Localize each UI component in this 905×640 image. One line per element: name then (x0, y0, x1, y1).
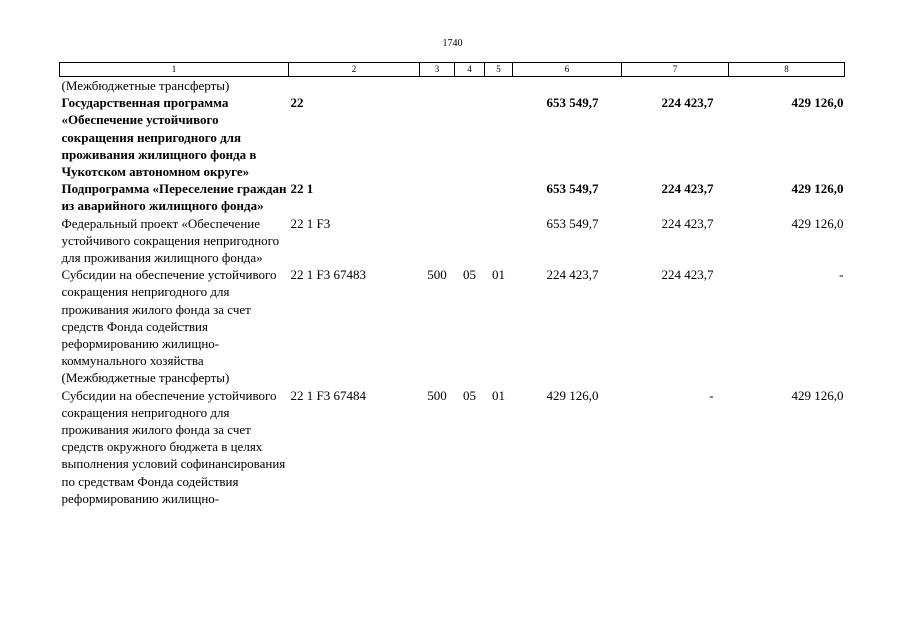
row-value-7: 224 423,7 (661, 267, 714, 283)
row-value-6: 653 549,7 (546, 215, 599, 231)
row-value-8 (729, 77, 845, 95)
row-c5 (485, 215, 513, 267)
column-header-5: 5 (485, 63, 513, 77)
row-value-6: 429 126,0 (546, 387, 599, 403)
row-value-8: 429 126,0 (791, 215, 844, 231)
table-row (60, 215, 845, 267)
row-value-7: 224 423,7 (661, 215, 714, 231)
row-c4: 05 (463, 267, 476, 283)
table-row (60, 77, 845, 95)
table-header (60, 63, 845, 77)
row-name: Государственная программа «Обеспечение устойчивого сокращения непригодного для проживания жилищного фонда в Чукотском автономном округе» (61, 95, 257, 180)
row-c3: 500 (427, 387, 447, 403)
budget-table (59, 62, 845, 507)
row-code: 22 1 F3 67484 (290, 387, 366, 403)
row-name: Субсидии на обеспечение устойчивого сокращения непригодного для проживания жилого фонда за счет средств Фонда содействия реформированию жилищно-коммунального хозяйства (Межбюджетные трансферты) (61, 267, 277, 386)
row-value-7: 224 423,7 (661, 181, 714, 197)
header-row (60, 63, 845, 77)
table-body (60, 77, 845, 508)
row-c5 (485, 94, 513, 180)
row-code (289, 77, 420, 95)
table-row (60, 180, 845, 214)
row-value-6: 653 549,7 (546, 95, 599, 111)
row-value-7: 224 423,7 (661, 95, 714, 111)
row-name: Федеральный проект «Обеспечение устойчивого сокращения непригодного для проживания жилищного фонда» (61, 215, 280, 266)
row-c3: 500 (427, 267, 447, 283)
row-c5 (485, 180, 513, 214)
row-c3 (420, 180, 455, 214)
row-value-7: - (709, 387, 714, 403)
column-header-4: 4 (455, 63, 485, 77)
row-c4 (455, 94, 485, 180)
page-number: 1740 (442, 38, 463, 49)
column-header-7: 7 (622, 63, 729, 77)
row-value-7 (622, 77, 729, 95)
row-c4 (455, 215, 485, 267)
row-name: (Межбюджетные трансферты) (61, 78, 230, 93)
row-value-6 (513, 77, 622, 95)
row-name: Субсидии на обеспечение устойчивого сокращения непригодного для проживания жилого фонда за счет средств окружного бюджета в целях выполнения условий софинансирования по средствам Фонда содействия реформированию жилищно- (61, 387, 286, 506)
column-header-3: 3 (420, 63, 455, 77)
row-name: Подпрограмма «Переселение граждан из аварийного жилищного фонда» (61, 181, 287, 214)
row-c5 (485, 77, 513, 95)
row-code: 22 1 F3 (290, 215, 331, 231)
row-value-6: 653 549,7 (546, 181, 599, 197)
row-value-8: 429 126,0 (791, 95, 844, 111)
row-c4 (455, 180, 485, 214)
row-code: 22 1 F3 67483 (290, 267, 366, 283)
row-c4: 05 (463, 387, 476, 403)
column-header-1: 1 (60, 63, 289, 77)
column-header-8: 8 (729, 63, 845, 77)
table-row (60, 387, 845, 507)
row-c5: 01 (492, 267, 505, 283)
row-c3 (420, 215, 455, 267)
column-header-6: 6 (513, 63, 622, 77)
row-value-8: - (839, 267, 844, 283)
column-header-2: 2 (289, 63, 420, 77)
row-code: 22 1 (290, 181, 314, 197)
row-c5: 01 (492, 387, 505, 403)
row-c4 (455, 77, 485, 95)
row-value-8: 429 126,0 (791, 181, 844, 197)
row-code: 22 (290, 95, 304, 111)
table-row (60, 266, 845, 386)
row-c3 (420, 94, 455, 180)
row-value-8: 429 126,0 (791, 387, 844, 403)
table-row (60, 94, 845, 180)
row-value-6: 224 423,7 (546, 267, 599, 283)
row-c3 (420, 77, 455, 95)
